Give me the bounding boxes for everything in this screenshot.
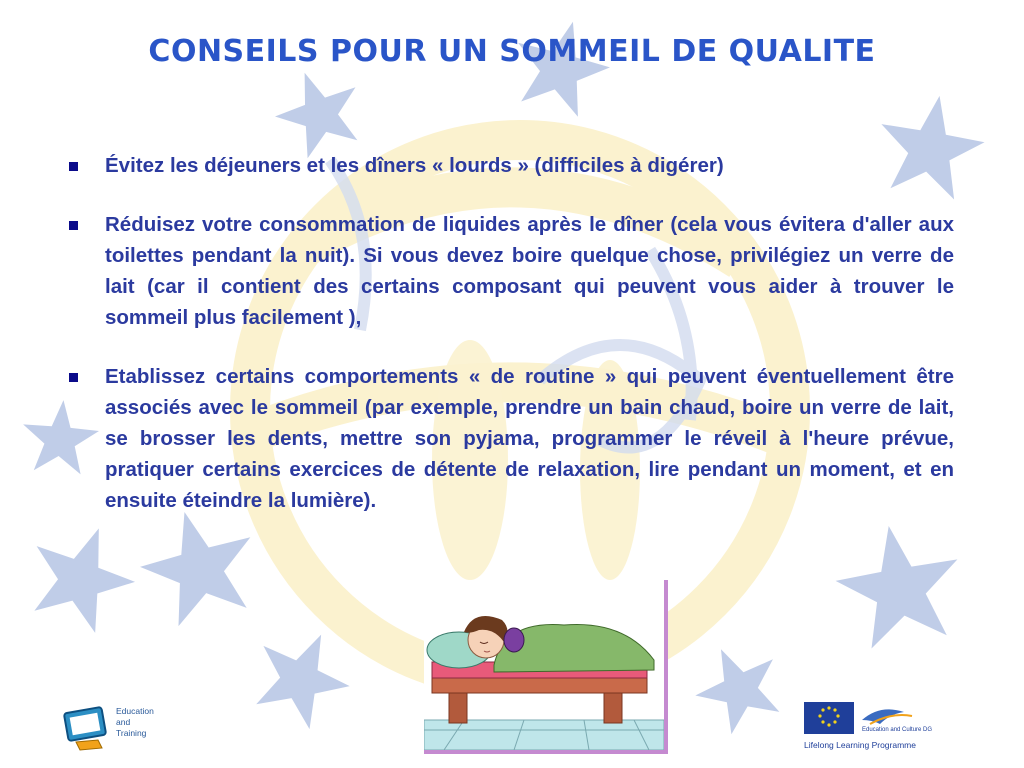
bullet-text: Etablissez certains comportements « de routine » qui peuvent éventuellement être associés avec le sommeil (par exemple, prendre un bain chaud, boire un verre de lait, se brosser les dents, mettre son pyjama, programmer le réveil à l'heure prévue, pratiquer certains exercices de détente de relaxation, lire pendant un moment, et en ensuite éteindre la lumière). [105, 365, 954, 512]
bullet-text: Réduisez votre consommation de liquides après le dîner (cela vous évitera d'aller aux toilettes pendant la nuit). Si vous devez boire quelque chose, privilégiez un verre de lait (car il contient des certains composant qui peuvent vous aider à trouver le sommeil plus facilement ), [105, 213, 954, 329]
square-bullet-icon [69, 162, 78, 171]
logo-programme: Lifelong Learning Programme [804, 740, 916, 750]
bullet-item [66, 361, 954, 516]
computer-icon [64, 707, 106, 750]
square-bullet-icon [69, 373, 78, 382]
logo-line1: Education [116, 706, 154, 716]
bullet-text: Évitez les déjeuners et les dîners « lourds » (difficiles à digérer) [105, 154, 724, 177]
eu-flag-icon [804, 702, 854, 734]
education-training-logo [58, 700, 168, 756]
bullet-item [66, 209, 954, 333]
bullet-list [66, 150, 954, 544]
logo-line2: and [116, 717, 131, 727]
logo-caption: Education and Culture DG [862, 727, 933, 733]
bullet-item [66, 150, 954, 181]
logo-line3: Training [116, 728, 147, 738]
page-title: CONSEILS POUR UN SOMMEIL DE QUALITE [148, 34, 876, 69]
sleeping-girl-illustration [424, 580, 668, 754]
lifelong-learning-logo [800, 698, 940, 754]
square-bullet-icon [69, 221, 78, 230]
swoosh-icon [862, 709, 904, 724]
